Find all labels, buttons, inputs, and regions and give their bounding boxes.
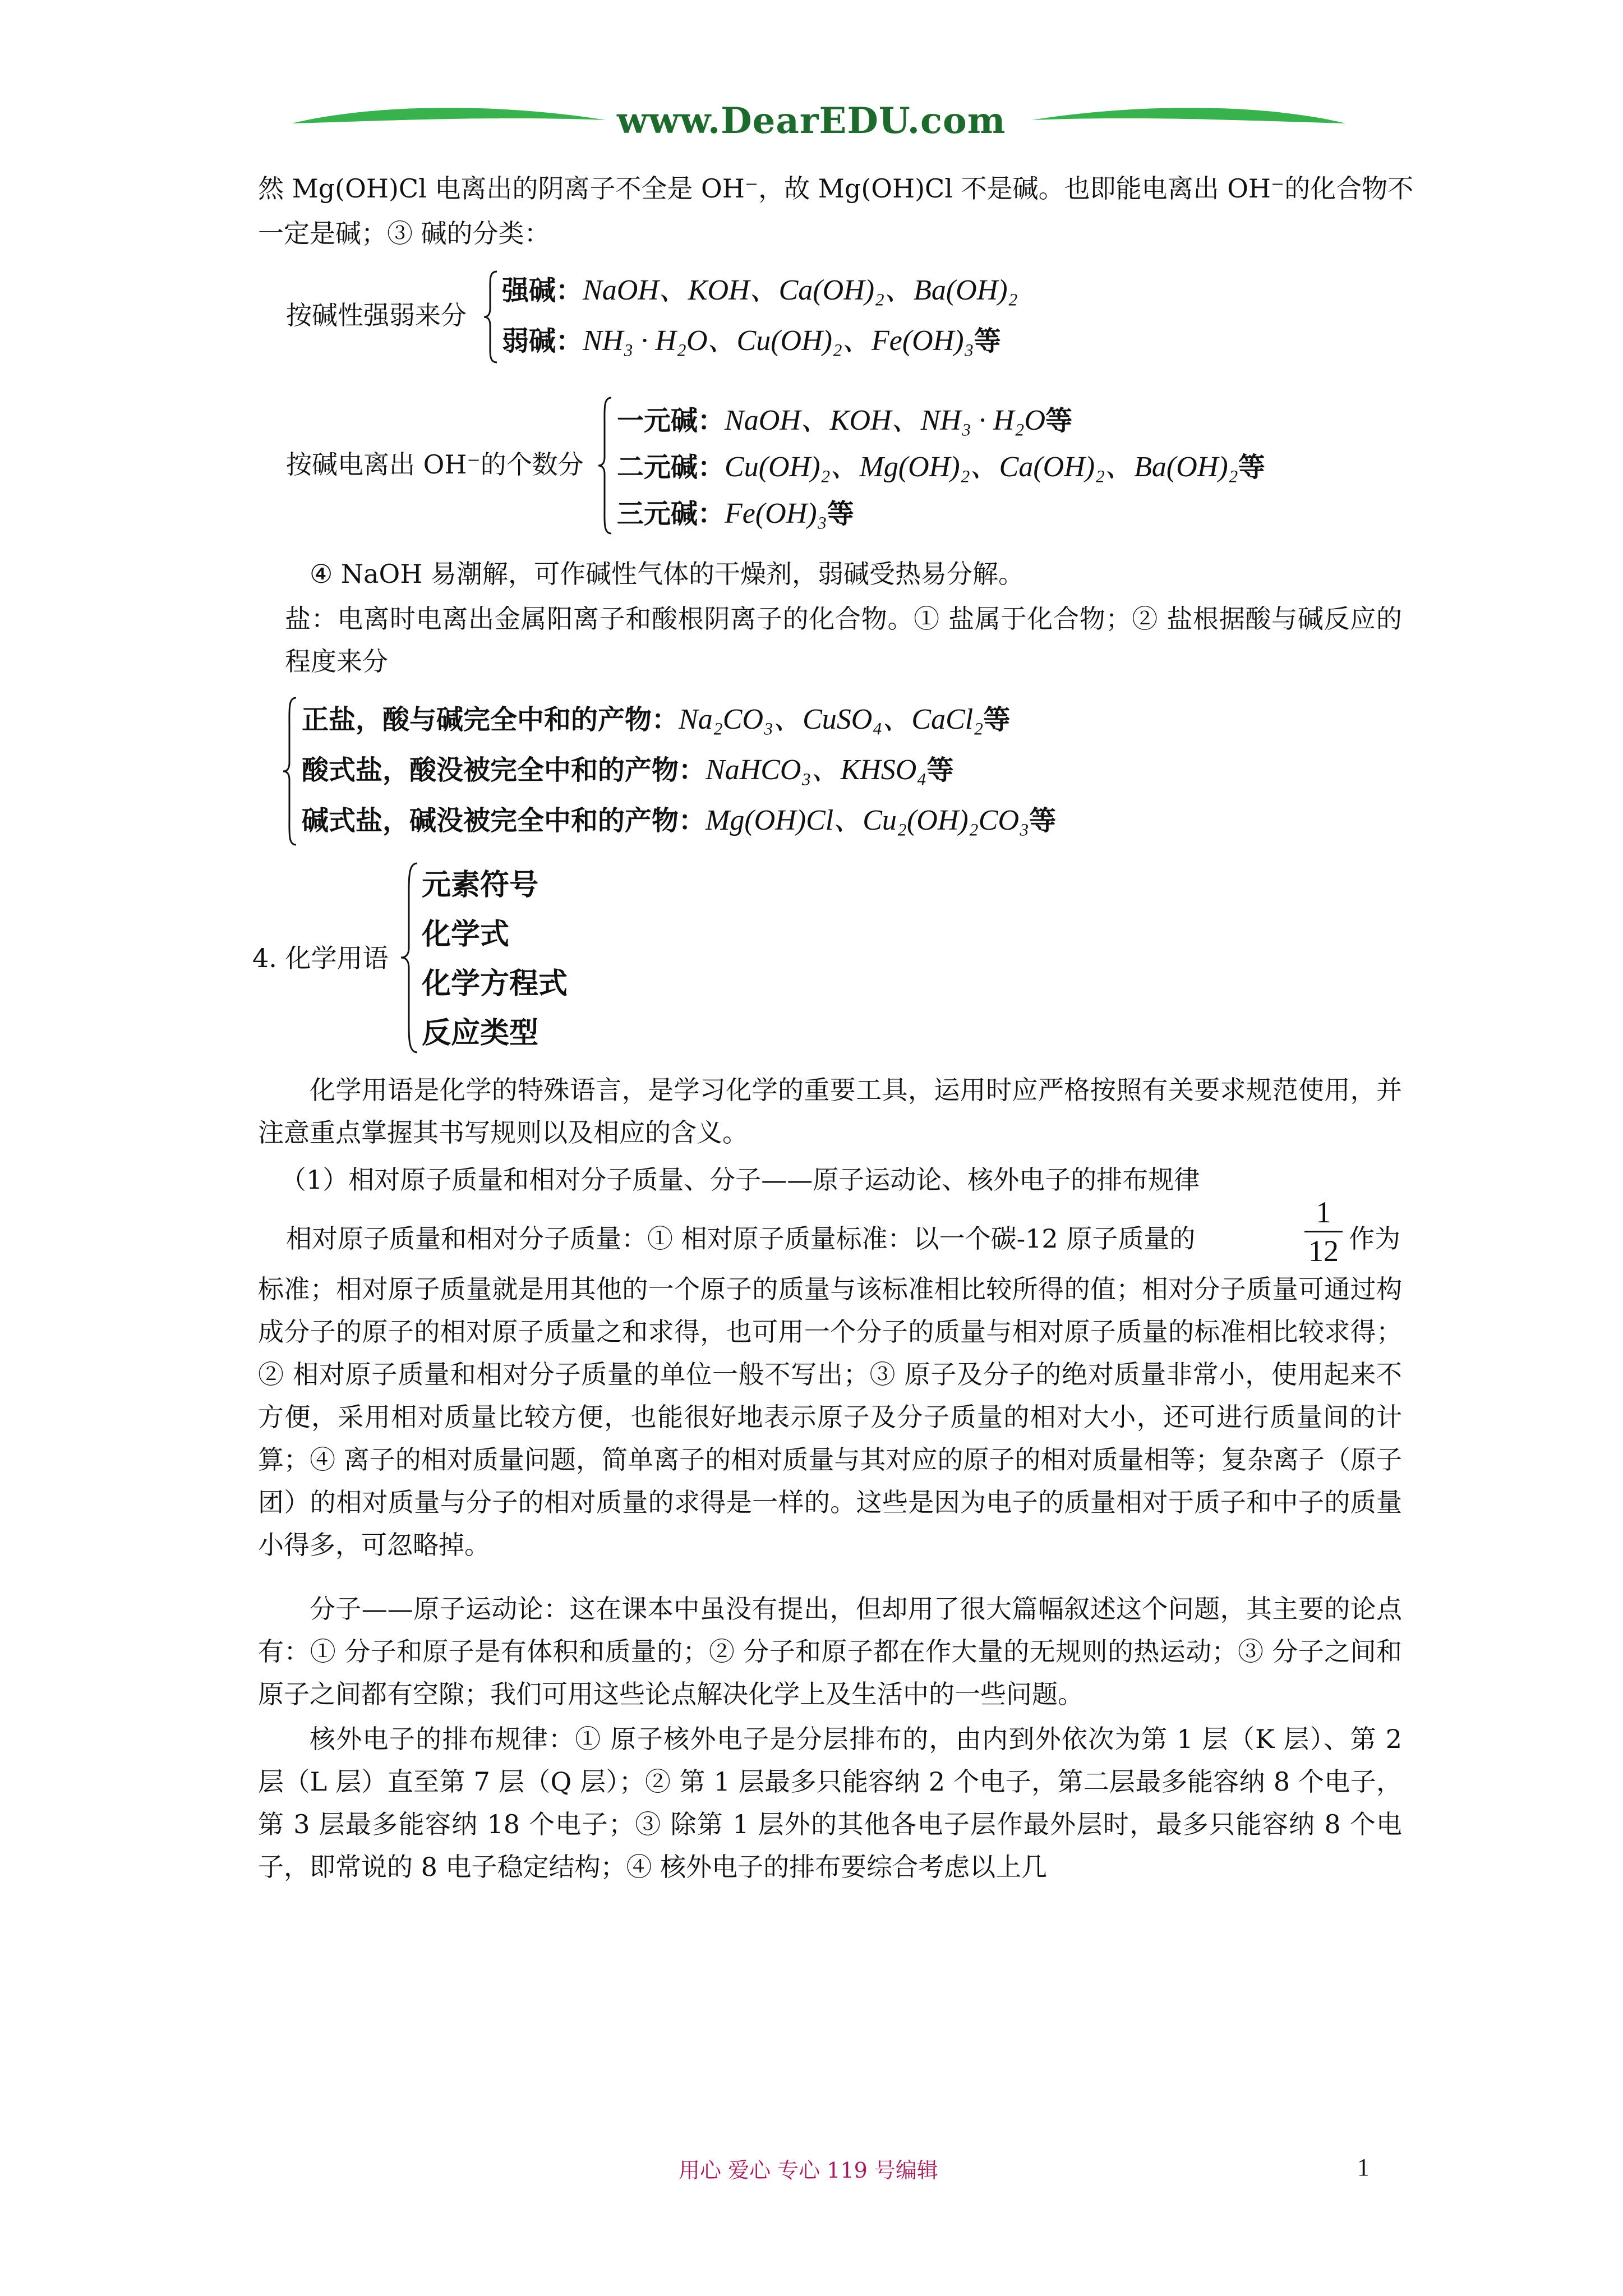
weak-base-suffix: 等: [974, 325, 1001, 357]
subsection-1-title: （1）相对原子质量和相对分子质量、分子——原子运动论、核外电子的排布规律: [280, 1165, 1200, 1195]
tri-base-label: 三元碱：: [617, 498, 725, 530]
header-swoosh-right-icon: [1032, 101, 1346, 140]
weak-base-label: 弱碱：: [502, 325, 583, 357]
class-oh-label: 按碱电离出 OH⁻的个数分: [286, 449, 584, 480]
section4-label: 4. 化学用语: [252, 943, 389, 973]
di-base-formula: Cu(OH)₂、Mg(OH)₂、Ca(OH)₂、Ba(OH)₂: [725, 451, 1238, 483]
site-logo-text: www.DearEDU.com: [617, 100, 1006, 142]
para-mass-body: 标准；相对原子质量就是用其他的一个原子的质量与该标准相比较所得的值；相对分子质量可通过构成分子的原子的相对原子质量之和求得，也可用一个分子的质量与相对原子质量的标准相比较求得；② 相对原子质量和相对分子质量的单位一般不写出；③ 原子及分子的绝对质量非常小，使用起来不方便，采用相对质量比较方便，也能很好地表示原子及分子质量的相对大小，还可进行质量间的计算；④ 离子的相对质量问题，简单离子的相对质量与其对应的原子的相对质量相等；复杂离子（原子团）的相对质量与分子的相对质量的求得是一样的。这些是因为电子的质量相对于质子和中子的质量小得多，可忽略掉。: [258, 1274, 1402, 1560]
para-salt: 盐：电离时电离出金属阳离子和酸根阴离子的化合物。① 盐属于化合物；② 盐根据酸与碱反应的程度来分: [285, 604, 1402, 677]
para-molecular-motion: 分子——原子运动论：这在课本中虽没有提出，但却用了很大篇幅叙述这个问题，其主要的论点有：① 分子和原子是有体积和质量的；② 分子和原子都在作大量的无规则的热运动；③ 分子之间和原子之间都有空隙；我们可用这些论点解决化学上及生活中的一些问题。: [258, 1594, 1402, 1709]
para-base-line1: 然 Mg(OH)Cl 电离出的阴离子不全是 OH⁻，故 Mg(OH)Cl 不是碱。也即能电离出 OH⁻的化合物不: [258, 173, 1414, 204]
strong-base-label: 强碱：: [502, 275, 583, 306]
di-base-label: 二元碱：: [617, 452, 725, 483]
normal-salt-row: [302, 698, 1010, 741]
note-naoh: ④ NaOH 易潮解，可作碱性气体的干燥剂，弱碱受热易分解。: [310, 559, 1024, 589]
header-swoosh-left-icon: [292, 101, 606, 140]
basic-salt-formula: Mg(OH)Cl、Cu₂(OH)₂CO₃: [706, 804, 1030, 836]
weak-base-formula: NH₃ · H₂O、Cu(OH)₂、Fe(OH)₃: [583, 325, 974, 357]
para-mass-post: 作为: [1349, 1223, 1400, 1254]
mono-base-label: 一元碱：: [617, 405, 725, 436]
fraction-bar: [1304, 1231, 1343, 1232]
di-base-suffix: 等: [1238, 452, 1265, 483]
strong-base-row: [502, 269, 1018, 312]
basic-salt-label: 碱式盐，碱没被完全中和的产物：: [302, 805, 706, 836]
weak-base-row: [502, 320, 1001, 362]
left-brace-icon: [282, 696, 298, 847]
section4-item: 反应类型: [422, 1016, 539, 1050]
normal-salt-label: 正盐，酸与碱完全中和的产物：: [302, 704, 679, 735]
para-mass-line1: [286, 1217, 1195, 1260]
normal-salt-suffix: 等: [983, 704, 1011, 735]
left-brace-icon: [399, 861, 419, 1055]
section4-item: 化学方程式: [422, 967, 568, 1001]
tri-base-suffix: 等: [827, 498, 854, 530]
fraction-denominator: 12: [1308, 1234, 1339, 1268]
section4-item: 元素符号: [422, 868, 539, 902]
left-brace-icon: [597, 395, 614, 536]
basic-salt-row: [302, 799, 1056, 842]
section4-item: 化学式: [422, 917, 510, 951]
para-mass-pre: 相对原子质量和相对分子质量：① 相对原子质量标准：以一个碳-12 原子质量的: [286, 1223, 1196, 1254]
para-base-line2: 一定是碱；③ 碱的分类：: [258, 218, 550, 249]
left-brace-icon: [482, 269, 499, 365]
mono-base-suffix: 等: [1045, 405, 1073, 436]
site-header: [292, 95, 1346, 157]
di-base-row: [617, 446, 1265, 489]
basic-salt-suffix: 等: [1029, 805, 1057, 836]
fraction-one-twelfth: [1301, 1195, 1346, 1268]
page-number: 1: [1357, 2154, 1370, 2181]
acid-salt-formula: NaHCO₃、KHSO₄: [706, 754, 927, 786]
strong-base-formula: NaOH、KOH、Ca(OH)₂、Ba(OH)₂: [583, 274, 1018, 306]
acid-salt-suffix: 等: [926, 754, 954, 786]
acid-salt-row: [302, 749, 953, 792]
class-strength-label: 按碱性强弱来分: [286, 300, 467, 330]
mono-base-row: [617, 399, 1072, 442]
mono-base-formula: NaOH、KOH、NH₃ · H₂O: [725, 404, 1046, 436]
para-electron-arrangement: 核外电子的排布规律：① 原子核外电子是分层排布的，由内到外依次为第 1 层（K 层）、第 2 层（L 层）直至第 7 层（Q 层）；② 第 1 层最多只能容纳 2 个电子，第二层最多能容纳 8 个电子，第 3 层最多能容纳 18 个电子；③ 除第 1 层外的其他各电子层作最外层时，最多只能容纳 8 个电子，即常说的 8 电子稳定结构；④ 核外电子的排布要综合考虑以上几: [258, 1724, 1402, 1882]
tri-base-formula: Fe(OH)₃: [725, 498, 827, 530]
tri-base-row: [617, 493, 854, 535]
acid-salt-label: 酸式盐，酸没被完全中和的产物：: [302, 754, 706, 786]
footer-slogan: 用心 爱心 专心 119 号编辑: [679, 2158, 938, 2183]
normal-salt-formula: Na₂CO₃、CuSO₄、CaCl₂: [679, 703, 984, 735]
fraction-numerator: 1: [1316, 1195, 1331, 1229]
para-chemical-language: 化学用语是化学的特殊语言，是学习化学的重要工具，运用时应严格按照有关要求规范使用，并注意重点掌握其书写规则以及相应的含义。: [258, 1075, 1402, 1148]
